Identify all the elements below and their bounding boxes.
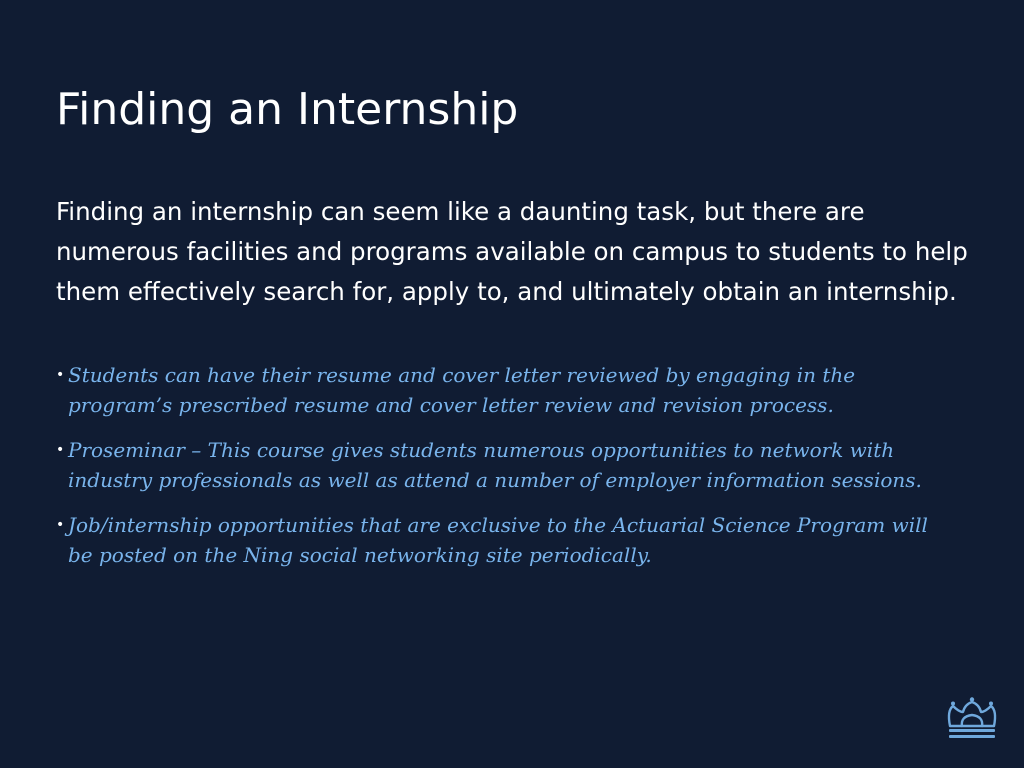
bullet-item [56,435,956,495]
bullet-text: Students can have their resume and cover letter reviewed by engaging in the program’s prescribed resume and cover letter review and revision process. [68,363,856,417]
bullet-marker: • [56,517,65,533]
bullet-text: Job/internship opportunities that are exclusive to the Actuarial Science Program will be posted on the Ning social networking site periodically. [68,513,928,567]
bullet-list [56,360,956,585]
crown-icon [944,696,1000,740]
bullet-text: Proseminar – This course gives students numerous opportunities to network with industry professionals as well as attend a number of employer information sessions. [68,438,922,492]
bullet-item [56,360,956,420]
intro-paragraph: Finding an internship can seem like a daunting task, but there are numerous facilities and programs available on campus to students to help them effectively search for, apply to, and ultimately obtain an internship. [56,197,968,306]
bullet-item [56,510,956,570]
slide-title: Finding an Internship [56,84,519,135]
bullet-marker: • [56,442,65,458]
bullet-marker: • [56,367,65,383]
